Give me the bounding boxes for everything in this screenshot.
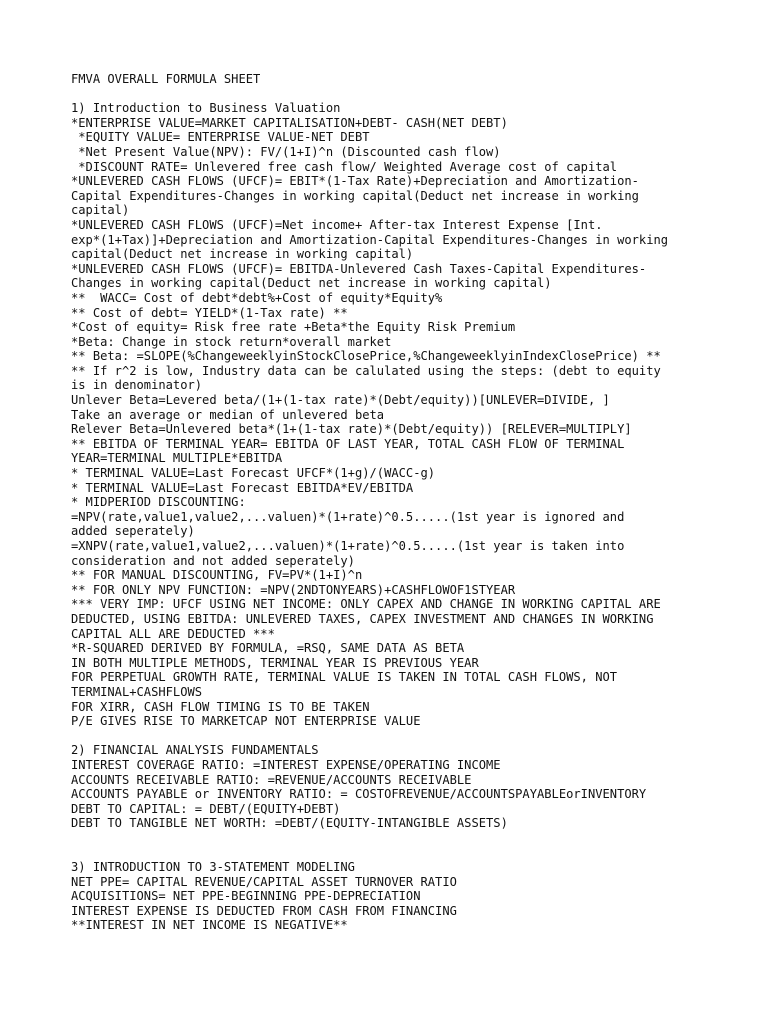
section-1-line: ** Cost of debt= YIELD*(1-Tax rate) ** — [71, 305, 348, 320]
spacer — [71, 831, 711, 860]
section-1-line: *Cost of equity= Risk free rate +Beta*the Equity Risk Premium — [71, 320, 516, 335]
section-1-line: CAPITAL ALL ARE DEDUCTED *** — [71, 626, 275, 641]
section-1-line: *UNLEVERED CASH FLOWS (UFCF)=Net income+ After-tax Interest Expense [Int. — [71, 217, 603, 232]
section-1-line: P/E GIVES RISE TO MARKETCAP NOT ENTERPRISE VALUE — [71, 714, 421, 729]
section-1-line: DEDUCTED, USING EBITDA: UNLEVERED TAXES, CAPEX INVESTMENT AND CHANGES IN WORKING — [71, 611, 654, 626]
section-1-line: FOR XIRR, CASH FLOW TIMING IS TO BE TAKEN — [71, 699, 370, 714]
section-2-line: ACCOUNTS RECEIVABLE RATIO: =REVENUE/ACCOUNTS RECEIVABLE — [71, 772, 472, 787]
section-1-line: ** Beta: =SLOPE(%ChangeweeklyinStockClosePrice,%ChangeweeklyinIndexClosePrice) ** — [71, 349, 661, 364]
document-title: FMVA OVERALL FORMULA SHEET — [71, 72, 261, 86]
section-1-line: *** VERY IMP: UFCF USING NET INCOME: ONLY CAPEX AND CHANGE IN WORKING CAPITAL ARE — [71, 597, 661, 612]
document-page — [71, 72, 711, 933]
section-1-line: *ENTERPRISE VALUE=MARKET CAPITALISATION+DEBT- CASH(NET DEBT) — [71, 115, 508, 130]
section-1-heading: 1) Introduction to Business Valuation — [71, 101, 341, 116]
section-1-line: ** EBITDA OF TERMINAL YEAR= EBITDA OF LAST YEAR, TOTAL CASH FLOW OF TERMINAL — [71, 436, 625, 451]
section-3-line: NET PPE= CAPITAL REVENUE/CAPITAL ASSET TURNOVER RATIO — [71, 874, 457, 889]
section-3-heading: 3) INTRODUCTION TO 3-STATEMENT MODELING — [71, 860, 355, 875]
section-2-line: ACCOUNTS PAYABLE or INVENTORY RATIO: = COSTOFREVENUE/ACCOUNTSPAYABLEorINVENTORY — [71, 787, 647, 802]
section-1-line: Unlever Beta=Levered beta/(1+(1-tax rate)*(Debt/equity))[UNLEVER=DIVIDE, ] — [71, 393, 610, 408]
section-2-line: INTEREST COVERAGE RATIO: =INTEREST EXPENSE/OPERATING INCOME — [71, 757, 501, 772]
section-1-line: Relever Beta=Unlevered beta*(1+(1-tax rate)*(Debt/equity)) [RELEVER=MULTIPLY] — [71, 422, 632, 437]
section-3-line: **INTEREST IN NET INCOME IS NEGATIVE** — [71, 918, 348, 933]
section-1-line: *Beta: Change in stock return*overall market — [71, 334, 392, 349]
section-1-line: ** FOR ONLY NPV FUNCTION: =NPV(2NDTONYEARS)+CASHFLOWOF1STYEAR — [71, 582, 516, 597]
section-1-line: exp*(1+Tax)]+Depreciation and Amortization-Capital Expenditures-Changes in working — [71, 232, 669, 247]
section-1-line: Take an average or median of unlevered beta — [71, 407, 385, 422]
section-1-line: *UNLEVERED CASH FLOWS (UFCF)= EBIT*(1-Tax Rate)+Depreciation and Amortization- — [71, 174, 639, 189]
section-1-line: * TERMINAL VALUE=Last Forecast UFCF*(1+g)/(WACC-g) — [71, 466, 436, 481]
spacer — [71, 729, 711, 744]
section-1-line: *Net Present Value(NPV): FV/(1+I)^n (Discounted cash flow) — [71, 144, 501, 159]
section-1-line: IN BOTH MULTIPLE METHODS, TERMINAL YEAR IS PREVIOUS YEAR — [71, 655, 479, 670]
section-1-line: FOR PERPETUAL GROWTH RATE, TERMINAL VALUE IS TAKEN IN TOTAL CASH FLOWS, NOT — [71, 670, 618, 685]
section-1-line: capital(Deduct net increase in working capital) — [71, 247, 414, 262]
section-1-line: ** If r^2 is low, Industry data can be calulated using the steps: (debt to equity — [71, 363, 661, 378]
section-1-line: is in denominator) — [71, 378, 203, 393]
section-2-line: DEBT TO TANGIBLE NET WORTH: =DEBT/(EQUITY-INTANGIBLE ASSETS) — [71, 816, 508, 831]
section-1-line: *UNLEVERED CASH FLOWS (UFCF)= EBITDA-Unlevered Cash Taxes-Capital Expenditures- — [71, 261, 647, 276]
section-1-line: ** FOR MANUAL DISCOUNTING, FV=PV*(1+I)^n — [71, 568, 363, 583]
section-1-line: *R-SQUARED DERIVED BY FORMULA, =RSQ, SAME DATA AS BETA — [71, 641, 465, 656]
spacer — [71, 87, 711, 102]
section-1-line: added seperately) — [71, 524, 195, 539]
section-3-line: INTEREST EXPENSE IS DEDUCTED FROM CASH FROM FINANCING — [71, 903, 457, 918]
section-1-line: YEAR=TERMINAL MULTIPLE*EBITDA — [71, 451, 283, 466]
section-1-line: *EQUITY VALUE= ENTERPRISE VALUE-NET DEBT — [71, 130, 370, 145]
section-1-line: =NPV(rate,value1,value2,...valuen)*(1+rate)^0.5.....(1st year is ignored and — [71, 509, 625, 524]
section-1-line: ** WACC= Cost of debt*debt%+Cost of equity*Equity% — [71, 290, 443, 305]
section-1-line: *DISCOUNT RATE= Unlevered free cash flow/ Weighted Average cost of capital — [71, 159, 618, 174]
section-1-line: Changes in working capital(Deduct net increase in working capital) — [71, 276, 552, 291]
section-1-line: * MIDPERIOD DISCOUNTING: — [71, 495, 246, 510]
section-2-line: DEBT TO CAPITAL: = DEBT/(EQUITY+DEBT) — [71, 801, 341, 816]
section-1-line: TERMINAL+CASHFLOWS — [71, 684, 203, 699]
section-1-line: consideration and not added seperately) — [71, 553, 355, 568]
section-3-line: ACQUISITIONS= NET PPE-BEGINNING PPE-DEPRECIATION — [71, 889, 421, 904]
section-1-line: capital) — [71, 203, 130, 218]
section-2-heading: 2) FINANCIAL ANALYSIS FUNDAMENTALS — [71, 743, 319, 758]
section-1-line: Capital Expenditures-Changes in working capital(Deduct net increase in working — [71, 188, 639, 203]
section-1-line: =XNPV(rate,value1,value2,...valuen)*(1+rate)^0.5.....(1st year is taken into — [71, 539, 625, 553]
section-1-line: * TERMINAL VALUE=Last Forecast EBITDA*EV/EBITDA — [71, 480, 414, 495]
